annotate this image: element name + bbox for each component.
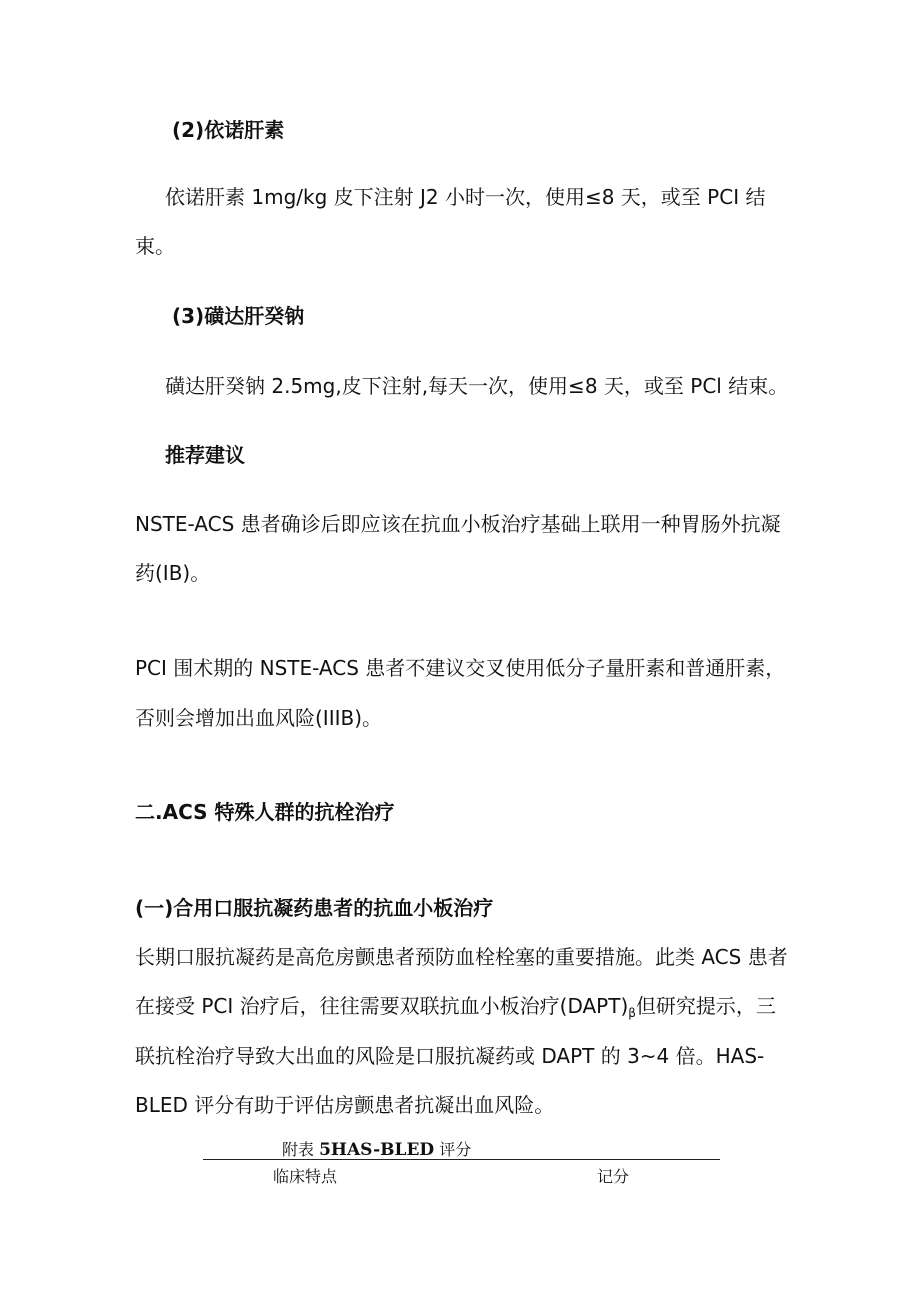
paragraph-oral-line2-tail: 但研究提示，三	[635, 994, 776, 1018]
paragraph-recommendation2-line1: PCI 围术期的 NSTE-ACS 患者不建议交叉使用低分子量肝素和普通肝素，	[135, 656, 786, 680]
paragraph-recommendation1-line1: NSTE-ACS 患者确诊后即应该在抗血小板治疗基础上联用一种胃肠外抗凝	[135, 512, 781, 536]
paragraph-fondaparinux: 磺达肝癸钠 2.5mg,皮下注射,每天一次，使用≤8 天，或至 PCl 结束。	[165, 374, 789, 398]
paragraph-recommendation2-line2: 否则会增加出血风险(IIIB)。	[135, 706, 383, 730]
paragraph-enoxaparin-line2: 束。	[135, 234, 175, 258]
paragraph-recommendation1-line2: 药(IB)。	[135, 561, 211, 585]
paragraph-oral-line3: 联抗栓治疗导致大出血的风险是口服抗凝药或 DAPT 的 3~4 倍。HAS-	[135, 1044, 765, 1068]
paragraph-oral-line1: 长期口服抗凝药是高危房颤患者预防血栓栓塞的重要措施。此类 ACS 患者	[135, 945, 788, 969]
table-caption-prefix: 附表	[282, 1140, 320, 1159]
heading-fondaparinux: (3)磺达肝癸钠	[172, 304, 305, 328]
heading-enoxaparin: (2)依诺肝素	[172, 118, 285, 142]
paragraph-oral-line2	[135, 992, 776, 1027]
table-top-rule	[203, 1159, 720, 1160]
table-caption-title: 5HAS-BLED	[319, 1140, 435, 1160]
paragraph-oral-line2-text: 在接受 PCI 治疗后，往往需要双联抗血小板治疗(DAPT)	[135, 994, 629, 1018]
heading-recommendation: 推荐建议	[165, 443, 245, 467]
table-header-features: 临床特点	[273, 1167, 338, 1186]
subscript-beta: β	[628, 1006, 636, 1020]
table-header-score: 记分	[597, 1167, 630, 1186]
heading-special-populations: 二.ACS 特殊人群的抗栓治疗	[135, 800, 395, 824]
heading-oral-anticoagulant: (一)合用口服抗凝药患者的抗血小板治疗	[135, 896, 494, 920]
table-caption-suffix: 评分	[434, 1140, 472, 1159]
paragraph-oral-line4: BLED 评分有助于评估房颤患者抗凝出血风险。	[135, 1093, 555, 1117]
paragraph-enoxaparin-line1: 依诺肝素 1mg/kg 皮下注射 J2 小时一次，使用≤8 天，或至 PCI 结	[165, 185, 766, 209]
